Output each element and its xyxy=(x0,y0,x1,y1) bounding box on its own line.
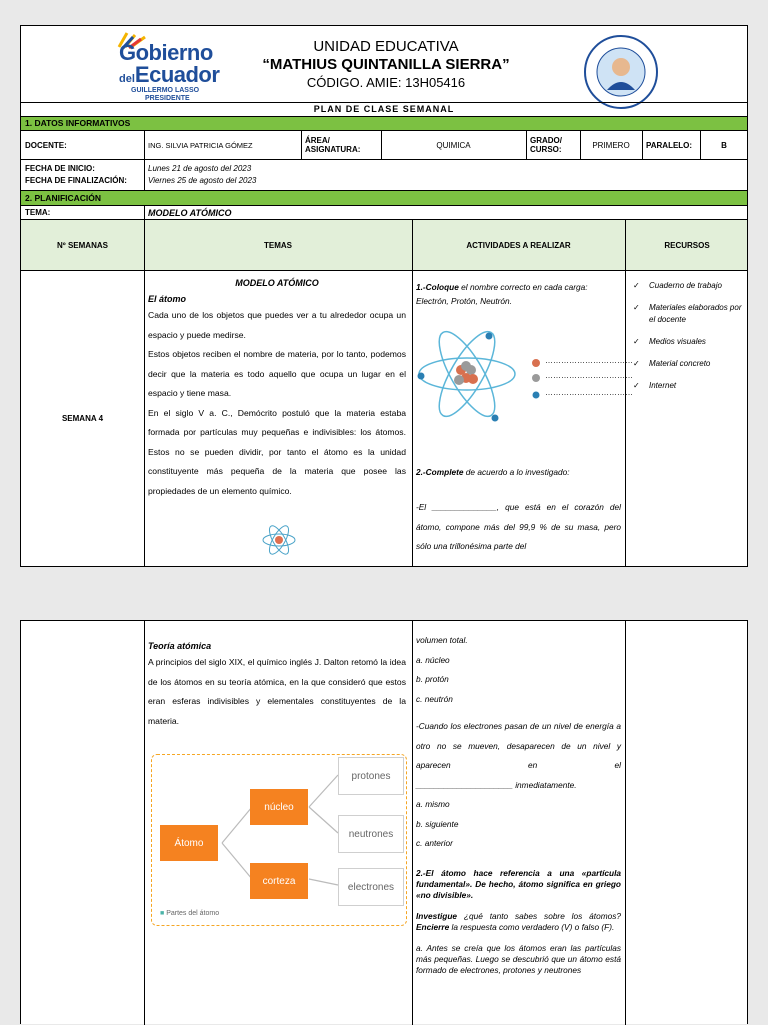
blank-2: …………………………… xyxy=(545,371,633,380)
temas-title: MODELO ATÓMICO xyxy=(235,278,319,288)
temas-p3: En el siglo V a. C., Demócrito postuló que la materia estaba formada por partículas muy pequeñas e indivisibles: los átomos. Estos no se pueden dividir, por tanto el átomo es la unidad constituyente más pequeña de la materia que posee las propiedades de un elemento químico. xyxy=(148,407,406,496)
diagram-caption: Partes del átomo xyxy=(166,910,220,917)
check-icon: ✓ xyxy=(633,281,640,290)
check-icon: ✓ xyxy=(633,359,640,368)
docente-value: ING. SILVIA PATRICIA GÓMEZ xyxy=(148,140,253,150)
q2-end: _____________________ inmediatamente. xyxy=(416,779,577,790)
logo-del: del xyxy=(119,73,135,85)
plan-title: PLAN DE CLASE SEMANAL xyxy=(313,104,455,114)
gobierno-logo xyxy=(111,31,231,103)
caption-bullet-icon: ■ xyxy=(160,910,165,917)
docente-label: DOCENTE: xyxy=(25,140,67,150)
q2-b: b. siguiente xyxy=(416,818,459,829)
temas-p1: Cada uno de los objetos que puedes ver a tu alrededor ocupa un espacio y puede medirse. xyxy=(148,310,406,340)
act2-rest: de acuerdo a lo investigado: xyxy=(463,467,570,477)
page-1 xyxy=(20,25,748,567)
recurso-item: ✓ Medios visuales xyxy=(633,337,706,346)
school-type: UNIDAD EDUCATIVA xyxy=(313,38,459,55)
grado-label-1: GRADO/ xyxy=(530,136,562,145)
blank-1: …………………………… xyxy=(545,356,633,365)
check-icon: ✓ xyxy=(633,303,640,312)
q2-a: a. mismo xyxy=(416,799,450,809)
page-2 xyxy=(20,620,748,1024)
logo-sub1: GUILLERMO LASSO xyxy=(131,87,200,94)
atom-parts-diagram xyxy=(151,754,407,926)
neutron-dot-icon xyxy=(531,373,541,385)
school-name: “MATHIUS QUINTANILLA SIERRA” xyxy=(262,56,510,73)
grado-label-2: CURSO: xyxy=(530,145,562,154)
q1-b: b. protón xyxy=(416,674,449,684)
col-temas: TEMAS xyxy=(264,240,292,250)
corteza-box: corteza xyxy=(250,863,308,899)
atom-diagram-icon xyxy=(417,318,521,430)
logo-line1: Gobierno xyxy=(119,40,213,65)
school-seal-icon xyxy=(583,34,659,110)
act1-rest: el nombre correcto en cada carga: Electrón, Protón, Neutrón. xyxy=(416,282,588,306)
proton-dot-icon xyxy=(531,358,541,370)
electron-dot-icon xyxy=(531,390,541,402)
electrones-box: electrones xyxy=(338,868,404,906)
tf-a: a. Antes se creía que los átomos eran las partículas más pequeñas. Luego se descubrió que un átomo está formado de electrones, protones y neutrones xyxy=(416,942,621,975)
nucleo-box: núcleo xyxy=(250,789,308,825)
section-planificacion: 2. PLANIFICACIÓN xyxy=(21,191,747,205)
col-actividades: ACTIVIDADES A REALIZAR xyxy=(466,240,571,250)
q2-text: -Cuando los electrones pasan de un nivel de energía a otro no se mueven, desaparecen de un nivel y aparecen en el xyxy=(416,721,621,770)
inv-mid: ¿qué tanto sabes sobre los átomos? xyxy=(457,910,621,921)
recurso-item: ✓ Cuaderno de trabajo xyxy=(633,281,722,290)
area-label-2: ASIGNATURA: xyxy=(305,145,361,154)
fecha-fin-label: FECHA DE FINALIZACIÓN: xyxy=(25,176,127,185)
atomo-box: Átomo xyxy=(160,825,218,861)
temas-subtitle: El átomo xyxy=(148,294,187,304)
small-atom-icon xyxy=(261,522,297,558)
recursos-list xyxy=(629,280,747,392)
col-semanas: Nº SEMANAS xyxy=(57,240,108,250)
logo-sub2: PRESIDENTE xyxy=(145,95,190,102)
inv-bold2: Encierre xyxy=(416,921,450,932)
act2-q1: -El ______________, que está en el corazón del átomo, compone más del 99,9 % de su masa, pero sólo una trillonésima parte del xyxy=(416,502,621,551)
q2-c: c. anterior xyxy=(416,838,453,848)
inv-bold: Investigue xyxy=(416,910,458,921)
col-recursos: RECURSOS xyxy=(664,240,710,250)
neutrones-box: neutrones xyxy=(338,815,404,853)
act2-bold: 2.-Complete xyxy=(416,467,464,477)
fecha-fin-value: Viernes 25 de agosto del 2023 xyxy=(148,176,257,185)
recurso-item: ✓ Materiales elaborados por el docente xyxy=(633,303,742,324)
area-label-1: ÁREA/ xyxy=(305,136,330,145)
section-datos: 1. DATOS INFORMATIVOS xyxy=(21,117,747,130)
q1-cont: volumen total. xyxy=(416,635,468,645)
semana-label: SEMANA 4 xyxy=(61,413,104,423)
teoria-title: Teoría atómica xyxy=(148,641,212,651)
school-code: CÓDIGO. AMIE: 13H05416 xyxy=(306,75,466,90)
act1-bold: 1.-Coloque xyxy=(416,282,459,292)
paralelo-value: B xyxy=(721,140,727,150)
recurso-item: ✓ Internet xyxy=(633,381,677,390)
protones-box: protones xyxy=(338,757,404,795)
q1-a: a. núcleo xyxy=(416,654,450,665)
paralelo-label: PARALELO: xyxy=(646,140,693,150)
tema-label: TEMA: xyxy=(25,208,51,217)
q1-c: c. neutrón xyxy=(416,693,453,704)
recurso-item: ✓ Material concreto xyxy=(633,359,711,368)
fecha-inicio-label: FECHA DE INICIO: xyxy=(25,164,95,173)
teoria-p: A principios del siglo XIX, el químico inglés J. Dalton retomó la idea de los átomos en su teoría atómica, en la que consideró que estos eran esferas indivisibles y elementales constituyentes de la materia. xyxy=(148,657,406,726)
blank-3: …………………………… xyxy=(545,388,633,397)
fecha-inicio-value: Lunes 21 de agosto del 2023 xyxy=(148,164,252,173)
tema-value: MODELO ATÓMICO xyxy=(148,207,232,218)
logo-line2: Ecuador xyxy=(134,62,220,87)
grado-value: PRIMERO xyxy=(592,140,630,150)
check-icon: ✓ xyxy=(633,381,640,390)
inv-end: la respuesta como verdadero (V) o falso (F). xyxy=(449,921,615,932)
area-value: QUIMICA xyxy=(436,140,471,150)
temas-p2: Estos objetos reciben el nombre de materia, por lo tanto, podemos decir que la materia es todo aquello que ocupa un lugar en el espacio y tiene masa. xyxy=(148,349,406,398)
act-b2: 2.-El átomo hace referencia a una «partícula fundamental». De hecho, átomo significa en griego «no divisible». xyxy=(416,867,621,900)
check-icon: ✓ xyxy=(633,337,640,346)
